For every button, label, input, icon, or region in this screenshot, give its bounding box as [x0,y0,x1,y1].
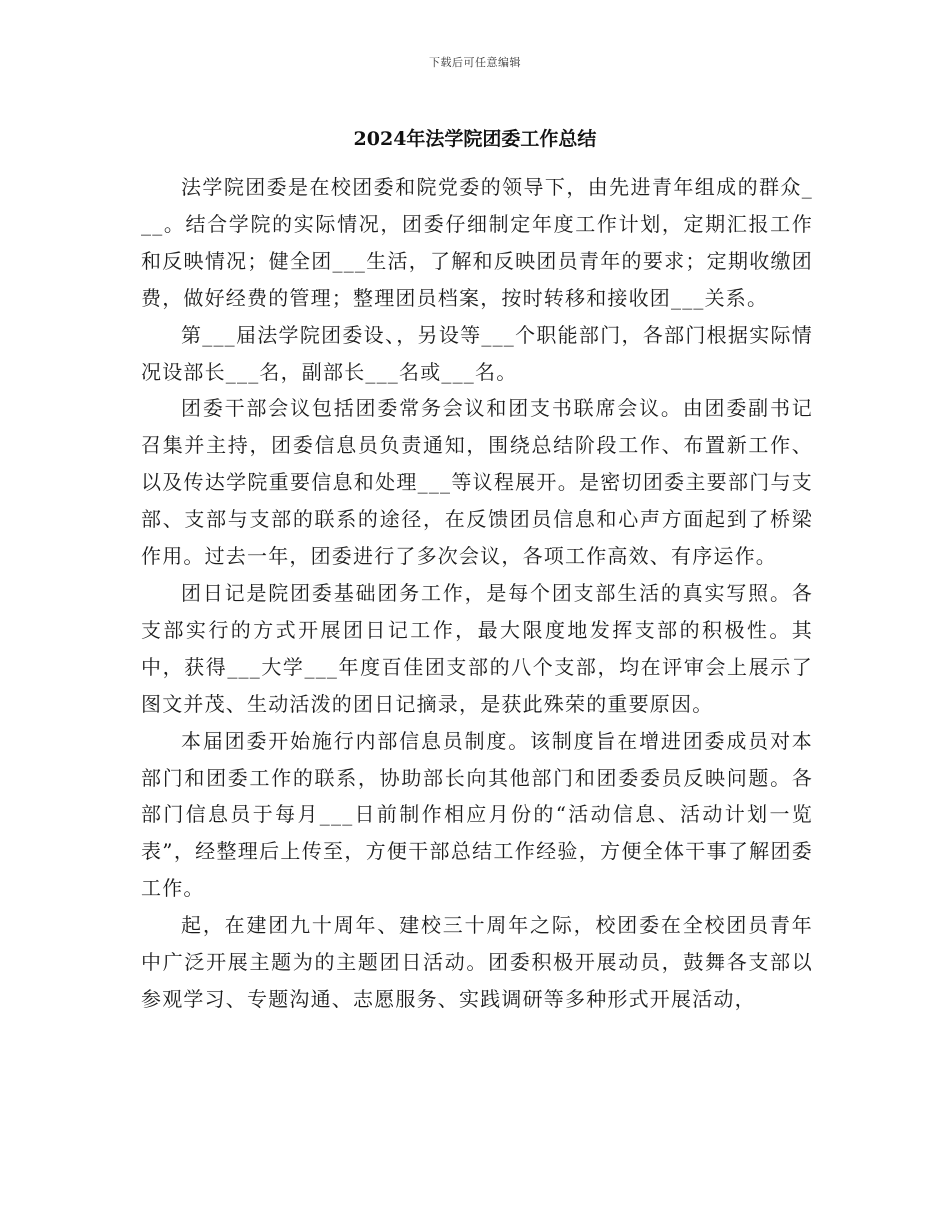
paragraph-organization: 法学院团委是在校团委和院党委的领导下，由先进青年组成的群众___。结合学院的实际情况，团委仔细制定年度工作计划，定期汇报工作和反映情况；健全团___生活，了解和反映团员青年的要求；定期收缴团费，做好经费的管理；整理团员档案，按时转移和接收团___关系。 [141,175,813,310]
paragraph-structure: 第___届法学院团委设、，另设等___个职能部门，各部门根据实际情况设部长___名，副部长___名或___名。 [141,322,813,384]
header-note: 下载后可任意编辑 [429,56,521,69]
document-body [141,169,813,1018]
paragraph-meetings: 团委干部会议包括团委常务会议和团支书联席会议。由团委副书记召集并主持，团委信息员负责通知，围绕总结阶段工作、布置新工作、以及传达学院重要信息和处理___等议程展开。是密切团委主要部门与支部、支部与支部的联系的途径，在反馈团员信息和心声方面起到了桥梁作用。过去一年，团委进行了多次会议，各项工作高效、有序运作。 [141,396,813,569]
paragraph-informant-system: 本届团委开始施行内部信息员制度。该制度旨在增进团委成员对本部门和团委工作的联系，协助部长向其他部门和团委委员反映问题。各部门信息员于每月___日前制作相应月份的“活动信息、活动计划一览表”，经整理后上传至，方便干部总结工作经验，方便全体干事了解团委工作。 [141,728,813,901]
paragraph-diary: 团日记是院团委基础团务工作，是每个团支部生活的真实写照。各支部实行的方式开展团日记工作，最大限度地发挥支部的积极性。其中，获得___大学___年度百佳团支部的八个支部，均在评审会上展示了图文并茂、生动活泼的团日记摘录，是获此殊荣的重要原因。 [141,580,813,716]
paragraph-theme-activity: 起，在建团九十周年、建校三十周年之际，校团委在全校团员青年中广泛开展主题为的主题团日活动。团委积极开展动员，鼓舞各支部以参观学习、专题沟通、志愿服务、实践调研等多种形式开展活动， [141,913,813,1011]
document-title: 2024年法学院团委工作总结 [353,128,597,150]
